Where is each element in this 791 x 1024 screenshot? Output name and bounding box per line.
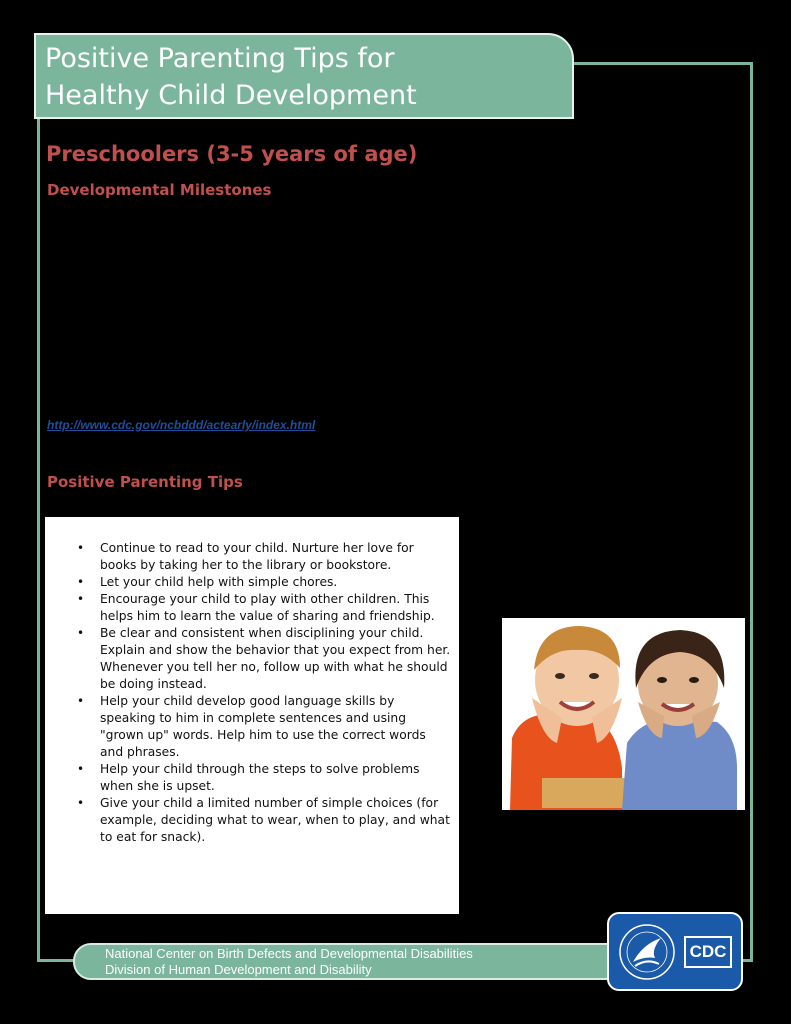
list-item: • Encourage your child to play with other children. This helps him to learn the value of sharing and friendship. [77,592,435,623]
bullet-icon: • [77,592,85,606]
list-item: • Give your child a limited number of simple choices (for example, deciding what to wear, when to play, and what to eat for snack). [77,796,450,844]
list-item: • Be clear and consistent when disciplining your child. Explain and show the behavior that you expect from her. Whenever you tell her no, follow up with what he should be doing instead. [77,626,451,691]
title-line-2: Healthy Child Development [45,80,417,111]
bullet-icon: • [77,796,85,810]
tips-box [45,517,459,914]
bullet-icon: • [77,694,85,708]
list-item: • Continue to read to your child. Nurture her love for books by taking her to the library or bookstore. [77,541,414,572]
footer-band [73,943,633,980]
title-line-1: Positive Parenting Tips for [45,43,395,74]
milestones-link[interactable]: http://www.cdc.gov/ncbddd/actearly/index.html [47,418,316,432]
children-illustration [502,618,745,810]
children-photo [502,618,745,810]
list-item: • Help your child through the steps to solve problems when she is upset. [77,762,420,793]
bullet-icon: • [77,762,85,776]
list-item: • Help your child develop good language skills by speaking to him in complete sentences and using "grown up" words. Help him to use the correct words and phrases. [77,694,426,759]
cdc-logo [607,912,743,991]
milestones-heading: Developmental Milestones [47,181,272,199]
section-heading: Preschoolers (3-5 years of age) [46,142,418,166]
bullet-icon: • [77,626,85,640]
list-item: • Let your child help with simple chores. [77,575,338,589]
cdc-logo-text: CDC [684,936,732,968]
bullet-icon: • [77,541,85,555]
hhs-seal-icon [617,922,677,982]
tips-list [45,540,459,846]
bullet-icon: • [77,575,85,589]
footer-center-name: National Center on Birth Defects and Developmental Disabilities [105,946,473,961]
title-banner [34,33,574,119]
footer-division-name: Division of Human Development and Disability [105,962,372,977]
tips-heading: Positive Parenting Tips [47,473,243,491]
